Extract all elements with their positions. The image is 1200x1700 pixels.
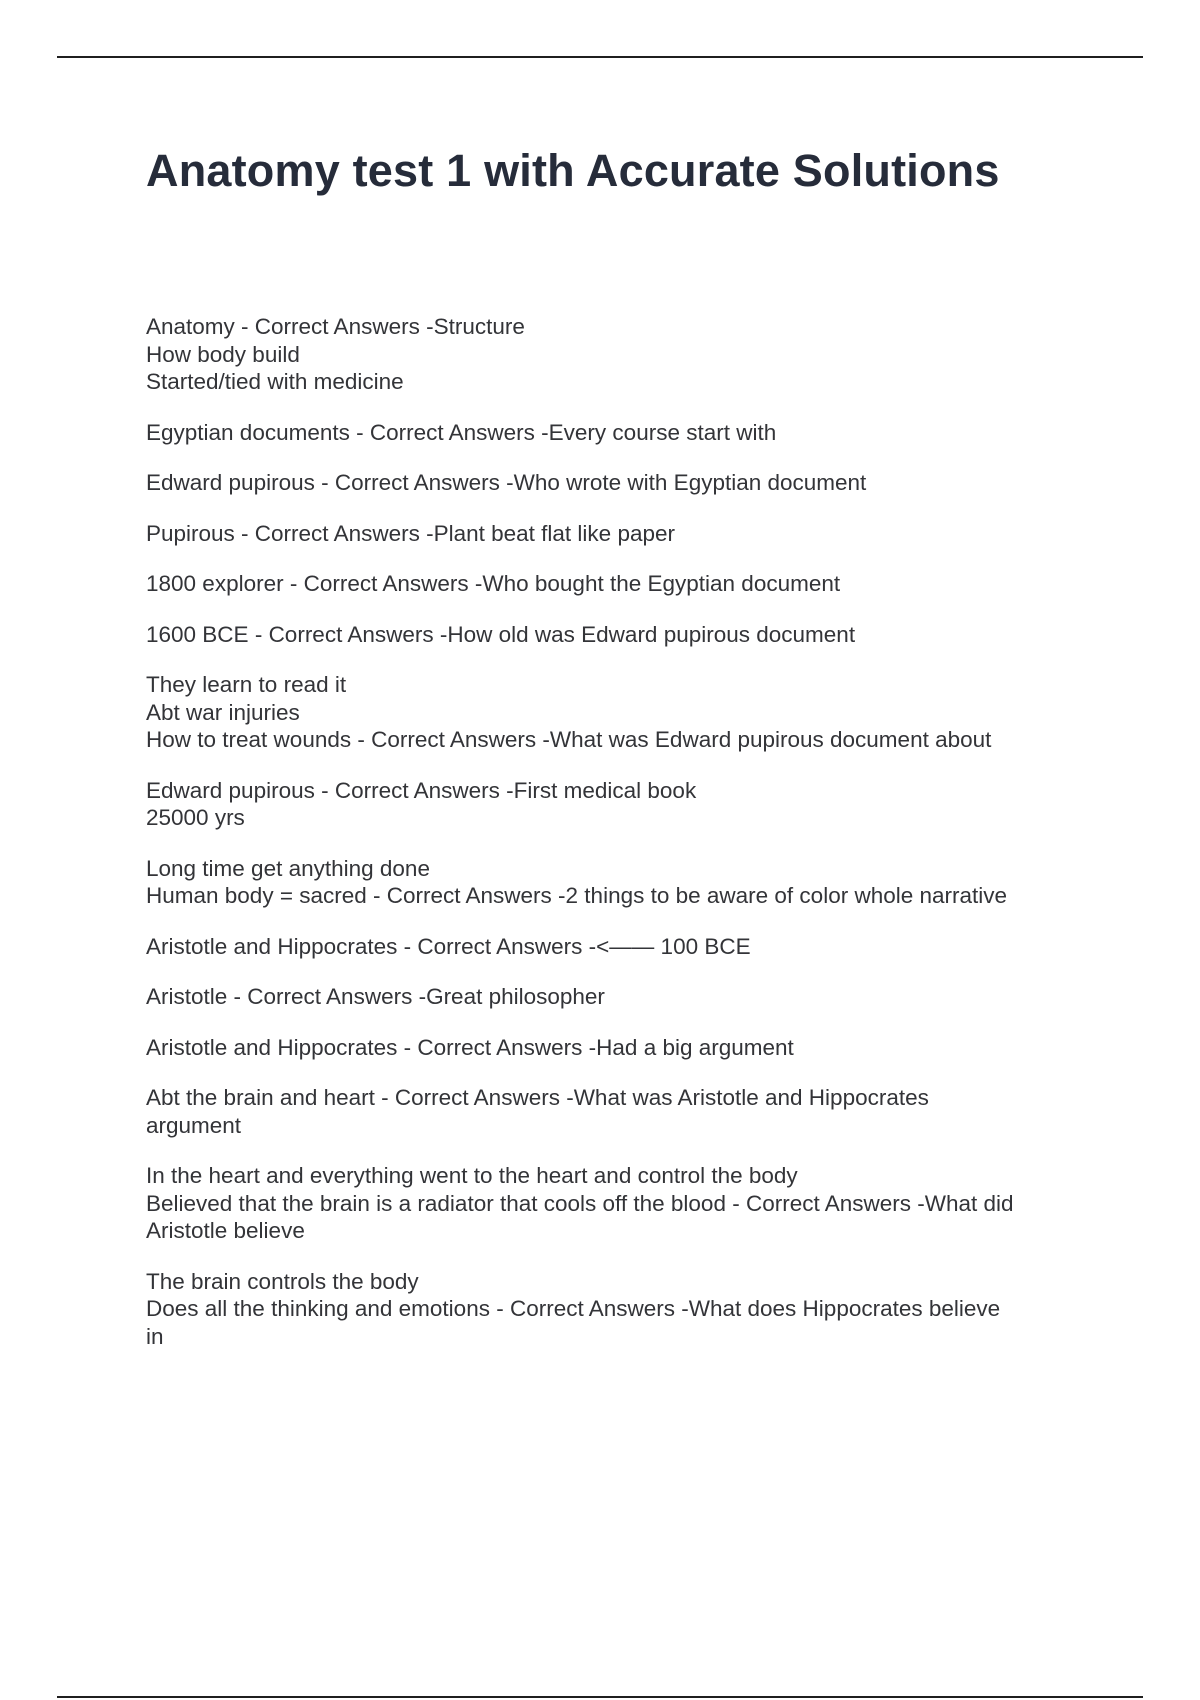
qa-line: Aristotle and Hippocrates - Correct Answers -Had a big argument xyxy=(146,1034,794,1060)
qa-line: Human body = sacred - Correct Answers -2 things to be aware of color whole narrative xyxy=(146,883,1008,908)
qa-line: The brain controls the body xyxy=(146,1268,419,1294)
qa-line: Does all the thinking and emotions - Correct Answers -What does Hippocrates believe xyxy=(146,1296,1001,1321)
qa-line: Long time get anything done xyxy=(146,855,430,881)
bottom-rule xyxy=(57,1696,1143,1698)
qa-entry-11 xyxy=(146,983,1096,1011)
qa-line: Edward pupirous - Correct Answers -First medical book xyxy=(146,777,697,803)
qa-entry-1 xyxy=(146,313,1096,396)
qa-entry-12 xyxy=(146,1034,1096,1062)
qa-entry-2 xyxy=(146,419,1096,447)
qa-line: How body build xyxy=(146,341,300,367)
qa-entry-13 xyxy=(146,1084,1096,1139)
qa-entry-3 xyxy=(146,469,1096,497)
qa-line: 1600 BCE - Correct Answers -How old was Edward pupirous document xyxy=(146,621,856,647)
qa-entry-6 xyxy=(146,621,1096,649)
qa-line: In the heart and everything went to the heart and control the body xyxy=(146,1163,798,1188)
qa-line: They learn to read it xyxy=(146,672,347,697)
qa-line: Aristotle and Hippocrates - Correct Answers -<—— 100 BCE xyxy=(146,933,751,959)
qa-line: How to treat wounds - Correct Answers -What was Edward pupirous document about xyxy=(146,727,992,752)
qa-entry-15 xyxy=(146,1268,1096,1351)
qa-line: Egyptian documents - Correct Answers -Every course start with xyxy=(146,419,777,445)
qa-line: argument xyxy=(146,1112,242,1138)
qa-line: Started/tied with medicine xyxy=(146,369,404,394)
page-title: Anatomy test 1 with Accurate Solutions xyxy=(146,145,1000,196)
qa-line: Pupirous - Correct Answers -Plant beat flat like paper xyxy=(146,520,675,546)
qa-entry-5 xyxy=(146,570,1096,598)
qa-entry-10 xyxy=(146,933,1096,961)
qa-entry-8 xyxy=(146,777,1096,832)
qa-line: 1800 explorer - Correct Answers -Who bought the Egyptian document xyxy=(146,571,841,596)
qa-line: Believed that the brain is a radiator that cools off the blood - Correct Answers -What did xyxy=(146,1190,1014,1216)
top-rule xyxy=(57,56,1143,58)
qa-line: Aristotle believe xyxy=(146,1218,305,1243)
qa-entry-4 xyxy=(146,520,1096,548)
qa-line: Abt the brain and heart - Correct Answers -What was Aristotle and Hippocrates xyxy=(146,1085,929,1110)
qa-line: Aristotle - Correct Answers -Great philosopher xyxy=(146,984,605,1009)
qa-list xyxy=(146,313,1096,1373)
qa-entry-7 xyxy=(146,671,1096,754)
qa-line: 25000 yrs xyxy=(146,805,245,830)
qa-line: Abt war injuries xyxy=(146,699,300,725)
qa-line: in xyxy=(146,1323,164,1349)
qa-line: Anatomy - Correct Answers -Structure xyxy=(146,314,525,339)
qa-line: Edward pupirous - Correct Answers -Who wrote with Egyptian document xyxy=(146,470,867,495)
qa-entry-14 xyxy=(146,1162,1096,1245)
qa-entry-9 xyxy=(146,855,1096,910)
